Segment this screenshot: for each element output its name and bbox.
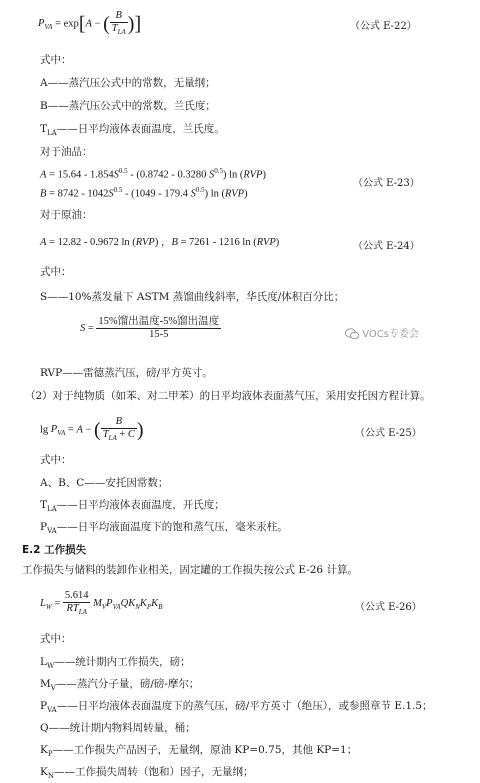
def-S: S——10%蒸发量下 ASTM 蒸馏曲线斜率，华氏度/体积百分比； <box>40 291 345 303</box>
crude-oil-label: 对于原油： <box>40 209 93 221</box>
equation-label-e23: （公式 E-23） <box>353 178 420 189</box>
def-TLA-text: 日平均液体表面温度，兰氏度。 <box>77 123 225 135</box>
oil-products-label: 对于油品： <box>40 146 93 158</box>
def-PVA-2: $P_{VA}——$日平均液体表面温度下的蒸气压，磅/平方英寸（绝压），或参照章节 E.1.5； <box>40 700 433 715</box>
wechat-icon <box>345 328 359 340</box>
equation-e24: A = 12.82 - 0.9672 ln (RVP) ，B = 7261 - 1216 ln (RVP) <box>40 237 280 248</box>
def-PVA-2-text: 日平均液体表面温度下的蒸气压，磅/平方英寸（绝压），或参照章节 E.1.5； <box>77 700 433 712</box>
equation-e26: $L_W$ = $\frac{5.614}{RT_{LA}}$ $M_VP_{VA}QK_NK_PK_B$ <box>40 590 163 617</box>
def-TLA: $T_{LA}——$日平均液体表面温度，兰氏度。 <box>40 123 225 138</box>
s-numerator: 15%馏出温度-5%馏出温度 <box>98 316 220 327</box>
pure-substance-para: （2）对于纯物质（如苯、对二甲苯）的日平均液体表面蒸气压，采用安托因方程计算。 <box>25 390 431 402</box>
equation-label-e22: （公式 E-22） <box>350 21 417 32</box>
equation-e23a: $A = 15.64 - 1.854S^{0.5} - (0.8742 - 0.3280$ $S^{0.5}$) ln (RVP) <box>40 167 266 181</box>
equation-e23b: $B = 8742 - 1042S^{0.5} - (1049 - 179.4$ $S^{0.5}$) ln (RVP) <box>40 186 248 200</box>
watermark <box>345 325 419 340</box>
where-label-2: 式中： <box>40 266 72 278</box>
def-RVP: RVP——雷德蒸汽压，磅/平方英寸。 <box>40 367 213 379</box>
def-KN: $K_N——$工作损失周转（饱和）因子，无量纲； <box>40 766 254 781</box>
section-intro: 工作损失与储料的装卸作业相关，固定罐的工作损失按公式 E-26 计算。 <box>22 564 358 576</box>
def-PVA: $P_{VA}——$日平均液面温度下的饱和蒸气压，毫米汞柱。 <box>40 521 288 536</box>
s-denominator: 15-5 <box>149 329 169 340</box>
def-KP-text: 工作损失产品因子，无量纲，原油 KP=0.75，其他 KP=1； <box>73 744 358 756</box>
def-LW-text: 统计期内工作损失，磅； <box>75 656 191 668</box>
where-label-4: 式中： <box>40 633 72 645</box>
def-KP: $K_P——$工作损失产品因子，无量纲，原油 KP=0.75，其他 KP=1； <box>40 744 358 759</box>
where-label: 式中： <box>40 54 72 66</box>
def-MV-text: 蒸汽分子量，磅/磅-摩尔； <box>76 678 200 690</box>
def-KN-text: 工作损失周转（饱和）因子，无量纲； <box>74 766 254 778</box>
where-label-3: 式中： <box>40 454 72 466</box>
def-ABC: A、B、C——安托因常数； <box>40 477 169 489</box>
equation-label-e24: （公式 E-24） <box>353 241 420 252</box>
def-A: A——蒸汽压公式中的常数，无量纲； <box>40 77 216 89</box>
def-B: B——蒸汽压公式中的常数，兰氏度； <box>40 100 216 112</box>
watermark-text: VOCs专委会 <box>362 329 419 340</box>
def-Q: Q——统计期内物料周转量，桶； <box>40 722 196 734</box>
equation-e22: $P_{VA} = \exp[A$ − ( $\frac{B}{T_{LA}}$ )] <box>38 10 142 37</box>
def-TLA-2-text: 日平均液体表面温度，开氏度； <box>77 499 225 511</box>
section-heading: E.2 工作损失 <box>22 544 87 556</box>
def-LW: $L_W——$统计期内工作损失，磅； <box>40 656 191 671</box>
equation-label-e25: （公式 E-25） <box>355 428 422 439</box>
def-MV: $M_V——$蒸汽分子量，磅/磅-摩尔； <box>40 678 200 693</box>
equation-label-e26: （公式 E-26） <box>355 602 422 613</box>
def-TLA-2: $T_{LA}——$日平均液体表面温度，开氏度； <box>40 499 225 514</box>
def-PVA-text: 日平均液面温度下的饱和蒸气压，毫米汞柱。 <box>77 521 288 533</box>
equation-s: S = $\frac{\text{15\%馏出温度-5\%馏出温度}}{15-5}$ <box>80 316 220 340</box>
equation-e25: $\lg P_{VA} = A$ − ( $\frac{B}{T_{LA} + C}$ ) <box>40 416 144 443</box>
